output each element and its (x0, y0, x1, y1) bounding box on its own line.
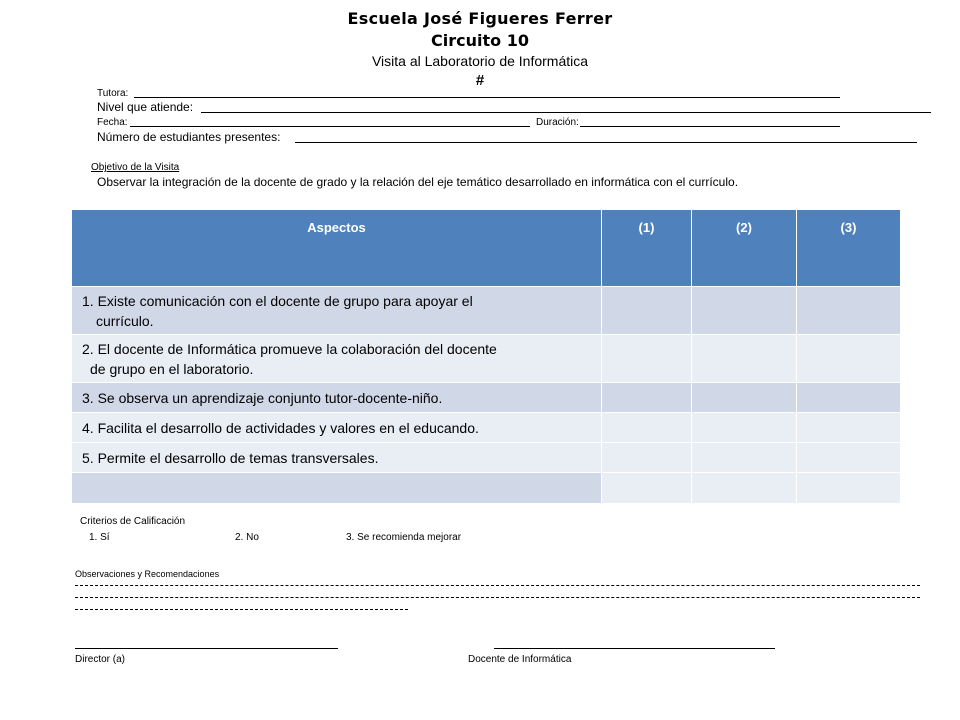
header-aspectos: Aspectos (72, 210, 602, 287)
estudiantes-field[interactable] (295, 142, 917, 143)
fecha-field[interactable] (130, 126, 530, 127)
rating-cell-1[interactable] (602, 413, 692, 443)
duracion-label: Duración: (536, 117, 579, 128)
visit-title: Visita al Laboratorio de Informática (371, 53, 589, 69)
nivel-field[interactable] (201, 112, 931, 113)
rating-cell-3[interactable] (797, 287, 901, 335)
aspect-text: 4. Facilita el desarrollo de actividades y valores en el educando. (72, 413, 602, 443)
criteria-option-1: 1. Sí (89, 532, 110, 543)
observations-line-1[interactable] (75, 585, 920, 586)
rating-cell-2[interactable] (692, 443, 797, 473)
director-label: Director (a) (75, 654, 126, 665)
director-signature-line[interactable] (75, 648, 338, 649)
rating-cell-2[interactable] (692, 413, 797, 443)
aspects-table (71, 209, 901, 504)
aspect-text: 2. El docente de Informática promueve la colaboración del docente (82, 340, 497, 357)
docente-label: Docente de Informática (468, 654, 572, 665)
fecha-label: Fecha: (97, 117, 128, 128)
table-row (72, 287, 901, 335)
school-title: Escuela José Figueres Ferrer (347, 9, 613, 28)
observations-line-3[interactable] (75, 609, 408, 610)
rating-cell-1[interactable] (602, 335, 692, 383)
docente-signature-line[interactable] (494, 648, 775, 649)
number-sign: # (475, 72, 485, 89)
table-row (72, 443, 901, 473)
rating-cell-2[interactable] (692, 383, 797, 413)
criteria-heading: Criterios de Calificación (80, 516, 186, 527)
rating-cell-1[interactable] (602, 383, 692, 413)
rating-cell-2[interactable] (692, 473, 797, 504)
table-row (72, 473, 901, 504)
objective-heading: Objetivo de la Visita (91, 162, 180, 173)
rating-cell-2[interactable] (692, 335, 797, 383)
rating-cell-1[interactable] (602, 443, 692, 473)
header-col-1: (1) (602, 210, 692, 287)
nivel-label: Nivel que atiende: (97, 100, 194, 114)
rating-cell-1[interactable] (602, 473, 692, 504)
aspect-text-cont: de grupo en el laboratorio. (90, 360, 254, 377)
objective-text: Observar la integración de la docente de grado y la relación del eje temático desarrollado en informática con el currículo. (97, 175, 739, 189)
table-row (72, 413, 901, 443)
header-col-2: (2) (692, 210, 797, 287)
rating-cell-3[interactable] (797, 383, 901, 413)
aspect-text: 3. Se observa un aprendizaje conjunto tutor-docente-niño. (72, 383, 602, 413)
aspect-text: 5. Permite el desarrollo de temas transversales. (72, 443, 602, 473)
table-row (72, 383, 901, 413)
rating-cell-3[interactable] (797, 443, 901, 473)
aspect-cell (72, 287, 602, 335)
circuit-title: Circuito 10 (431, 31, 529, 50)
aspect-text-cont: currículo. (96, 312, 154, 329)
header-col-3: (3) (797, 210, 901, 287)
table-header-row (72, 210, 901, 287)
aspect-text[interactable] (72, 473, 602, 504)
aspect-cell (72, 335, 602, 383)
rating-cell-1[interactable] (602, 287, 692, 335)
rating-cell-3[interactable] (797, 473, 901, 504)
rating-cell-2[interactable] (692, 287, 797, 335)
observations-line-2[interactable] (75, 597, 920, 598)
duracion-field[interactable] (580, 126, 840, 127)
tutora-field[interactable] (134, 97, 840, 98)
rating-cell-3[interactable] (797, 335, 901, 383)
criteria-option-2: 2. No (235, 532, 259, 543)
rating-cell-3[interactable] (797, 413, 901, 443)
table-row (72, 335, 901, 383)
criteria-option-3: 3. Se recomienda mejorar (346, 532, 462, 543)
tutora-label: Tutora: (97, 88, 129, 99)
aspect-text: 1. Existe comunicación con el docente de grupo para apoyar el (82, 292, 473, 309)
estudiantes-label: Número de estudiantes presentes: (97, 130, 281, 144)
observations-heading: Observaciones y Recomendaciones (75, 569, 220, 579)
